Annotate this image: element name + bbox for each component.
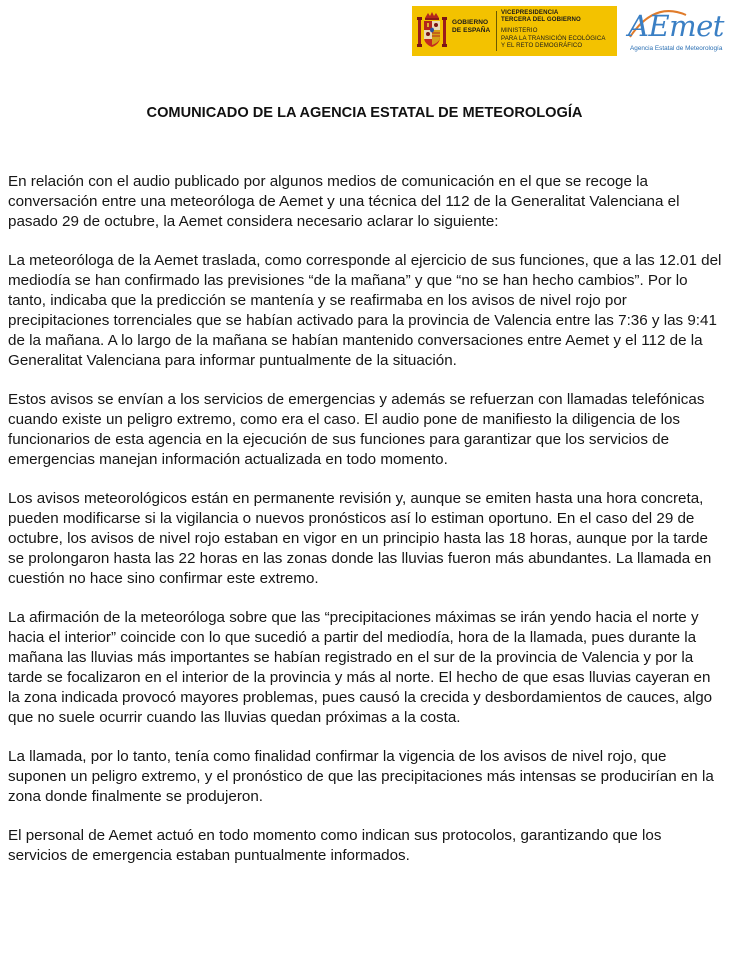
aemet-wordmark: AEmet: [628, 9, 724, 43]
vicepresidencia-label: VICEPRESIDENCIA TERCERA DEL GOBIERNO: [501, 9, 581, 24]
paragraph: En relación con el audio publicado por algunos medios de comunicación en el que se recoge la conversación entre una meteoróloga de Aemet y una técnica del 112 de la Generalitat Valenciana el pasado 29 de octubre, la Aemet considera necesario aclarar lo siguiente:: [8, 173, 680, 230]
document-body: [8, 172, 722, 885]
gobierno-de-espana-logo: [412, 6, 617, 56]
paragraph: El personal de Aemet actuó en todo momento como indican sus protocolos, garantizando que los servicios de emergencia estaban puntualmente informados.: [8, 827, 662, 864]
document-title: COMUNICADO DE LA AGENCIA ESTATAL DE METEOROLOGÍA: [146, 105, 583, 121]
paragraph: La afirmación de la meteoróloga sobre que las “precipitaciones máximas se irán yendo hacia el norte y hacia el interior” coincide con lo que sucedió a partir del mediodía, hora de la llamada, pues durante la mañana las lluvias más importantes se habían registrado en el sur de la provincia de Valencia y por la tarde se focalizaron en el interior de la provincia y más al norte. El hecho de que esas lluvias cayeran en la zona indicada provocó mayores problemas, pues causó la crecida y desbordamientos de cauces, algo que no suele ocurrir cuando las lluvias quedan próximas a la costa.: [8, 609, 713, 726]
paragraph: Los avisos meteorológicos están en permanente revisión y, aunque se emiten hasta una hora concreta, pueden modificarse si la vigilancia o nuevos pronósticos así lo estiman oportuno. En el caso del 29 de octubre, los avisos de nivel rojo estaban en vigor en un principio hasta las 18 horas, aunque por la tarde se prolongaron hasta las 22 horas en las zonas donde las lluvias fueron más abundantes. La llamada en cuestión no hace sino confirmar este extremo.: [8, 490, 712, 587]
paragraph: Estos avisos se envían a los servicios de emergencias y además se refuerzan con llamadas telefónicas cuando existe un peligro extremo, como era el caso. El audio pone de manifiesto la diligencia de los funcionarios de esta agencia en la ejecución de sus funciones para garantizar que los servicios de emergencias manejan información actualizada en todo momento.: [8, 391, 705, 468]
letterhead: [0, 0, 729, 62]
coat-of-arms-icon: [412, 6, 452, 56]
paragraph: La meteoróloga de la Aemet traslada, como corresponde al ejercicio de sus funciones, que a las 12.01 del mediodía se han confirmado las previsiones “de la mañana” y que “no se han hecho cambios”. Por lo tanto, indicaba que la predicción se mantenía y se reafirmaba en los avisos de nivel rojo por precipitaciones torrenciales que se habían activado para la provincia de Valencia entre las 7:36 y las 9:41 de la mañana. A lo largo de la mañana se habían mantenido conversaciones entre Aemet y el 112 de la Generalitat Valenciana para informar puntualmente de la situación.: [8, 252, 722, 369]
logo-divider: [496, 11, 497, 51]
gobierno-de-espana-label: GOBIERNO DE ESPAÑA: [452, 19, 491, 34]
paragraph: La llamada, por lo tanto, tenía como finalidad confirmar la vigencia de los avisos de nivel rojo, que suponen un peligro extremo, y el pronóstico de que las precipitaciones más intensas se producirían en la zona donde finalmente se produjeron.: [8, 748, 714, 805]
ministry-label: [501, 6, 617, 56]
aemet-logo: [624, 7, 724, 57]
ministerio-label: MINISTERIO PARA LA TRANSICIÓN ECOLÓGICA Y EL RETO DEMOGRÁFICO: [501, 27, 606, 49]
aemet-subtitle: Agencia Estatal de Meteorología: [630, 45, 723, 52]
